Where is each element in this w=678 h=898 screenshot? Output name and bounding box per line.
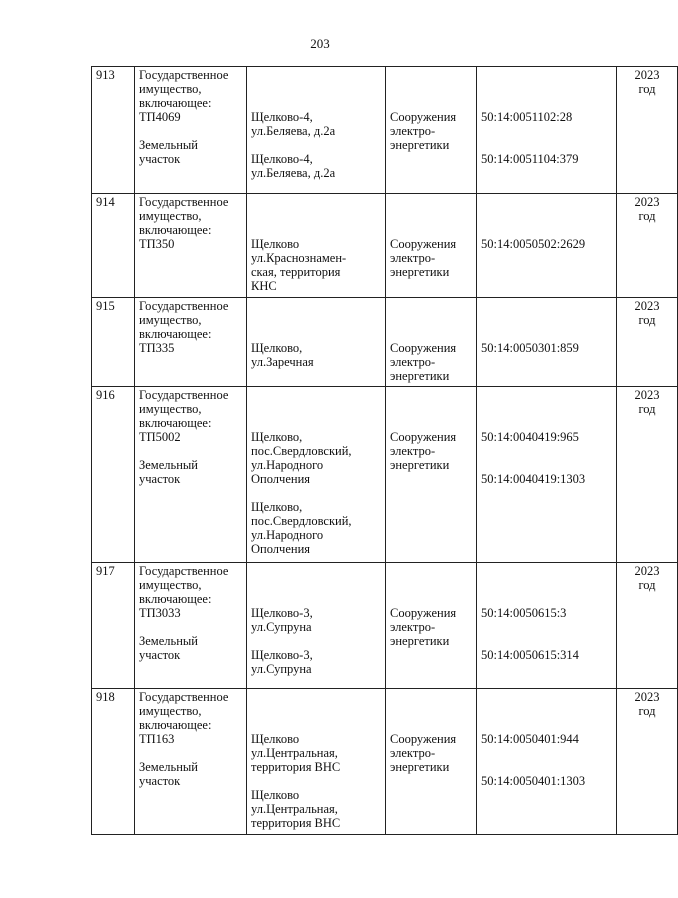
land-plot-label: Земельный участок: [139, 138, 198, 166]
cadastral-cell: [477, 689, 617, 835]
privatization-year: 2023 год: [634, 195, 660, 223]
year-cell: [617, 563, 678, 689]
item-number: 918: [96, 690, 115, 704]
description-cell: [135, 298, 247, 387]
land-plot-label: Земельный участок: [139, 458, 198, 486]
table-row: [92, 387, 678, 563]
object-address: Щелково, пос.Свердловский, ул.Народного Ополчения: [251, 430, 352, 486]
item-number-cell: [92, 298, 135, 387]
land-address: Щелково ул.Центральная, территория ВНС: [251, 788, 341, 830]
description-cell: [135, 194, 247, 298]
year-cell: [617, 689, 678, 835]
description-cell: [135, 67, 247, 194]
address-cell: [247, 298, 386, 387]
land-plot-label: Земельный участок: [139, 634, 198, 662]
address-cell: [247, 689, 386, 835]
table-row: [92, 298, 678, 387]
description-cell: [135, 387, 247, 563]
table-row: [92, 689, 678, 835]
year-cell: [617, 194, 678, 298]
object-address: Щелково-3, ул.Супруна: [251, 606, 313, 634]
cadastral-number: 50:14:0040419:965: [481, 430, 579, 444]
property-heading: Государственное имущество, включающее:: [139, 299, 229, 341]
purpose-cell: [386, 563, 477, 689]
cadastral-number: 50:14:0050301:859: [481, 341, 579, 355]
cadastral-number: 50:14:0050401:944: [481, 732, 579, 746]
table-row: [92, 194, 678, 298]
land-cadastral-number: 50:14:0040419:1303: [481, 472, 586, 486]
object-address: Щелково, ул.Заречная: [251, 341, 314, 369]
object-purpose: Сооружения электро- энергетики: [390, 430, 457, 472]
purpose-cell: [386, 298, 477, 387]
item-number: 914: [96, 195, 115, 209]
object-address: Щелково ул.Центральная, территория ВНС: [251, 732, 341, 774]
object-name: ТП350: [139, 237, 175, 251]
purpose-cell: [386, 67, 477, 194]
privatization-year: 2023 год: [634, 690, 660, 718]
cadastral-cell: [477, 387, 617, 563]
cadastral-cell: [477, 67, 617, 194]
object-address: Щелково-4, ул.Беляева, д.2а: [251, 110, 336, 138]
land-plot-label: Земельный участок: [139, 760, 198, 788]
item-number: 915: [96, 299, 115, 313]
item-number-cell: [92, 689, 135, 835]
object-name: ТП5002: [139, 430, 181, 444]
land-address: Щелково-3, ул.Супруна: [251, 648, 313, 676]
cadastral-number: 50:14:0050615:3: [481, 606, 567, 620]
year-cell: [617, 67, 678, 194]
land-cadastral-number: 50:14:0051104:379: [481, 152, 579, 166]
item-number: 917: [96, 564, 115, 578]
land-cadastral-number: 50:14:0050401:1303: [481, 774, 586, 788]
table-row: [92, 67, 678, 194]
year-cell: [617, 387, 678, 563]
object-purpose: Сооружения электро- энергетики: [390, 732, 457, 774]
item-number-cell: [92, 563, 135, 689]
item-number: 913: [96, 68, 115, 82]
property-heading: Государственное имущество, включающее:: [139, 195, 229, 237]
privatization-year: 2023 год: [634, 388, 660, 416]
object-purpose: Сооружения электро- энергетики: [390, 606, 457, 648]
property-heading: Государственное имущество, включающее:: [139, 68, 229, 110]
table-row: [92, 563, 678, 689]
object-purpose: Сооружения электро- энергетики: [390, 110, 457, 152]
cadastral-cell: [477, 563, 617, 689]
land-address: Щелково, пос.Свердловский, ул.Народного Ополчения: [251, 500, 352, 556]
land-cadastral-number: 50:14:0050615:314: [481, 648, 579, 662]
item-number-cell: [92, 194, 135, 298]
description-cell: [135, 563, 247, 689]
page-number: 203: [310, 36, 330, 51]
cadastral-number: 50:14:0051102:28: [481, 110, 573, 124]
cadastral-cell: [477, 298, 617, 387]
land-address: Щелково-4, ул.Беляева, д.2а: [251, 152, 336, 180]
item-number-cell: [92, 387, 135, 563]
item-number: 916: [96, 388, 115, 402]
purpose-cell: [386, 387, 477, 563]
property-heading: Государственное имущество, включающее:: [139, 388, 229, 430]
item-number-cell: [92, 67, 135, 194]
purpose-cell: [386, 689, 477, 835]
object-name: ТП4069: [139, 110, 181, 124]
privatization-year: 2023 год: [634, 299, 660, 327]
property-heading: Государственное имущество, включающее:: [139, 564, 229, 606]
privatization-year: 2023 год: [634, 68, 660, 96]
object-name: ТП3033: [139, 606, 181, 620]
property-table: [91, 66, 678, 835]
object-address: Щелково ул.Краснознамен- ская, территория КНС: [251, 237, 347, 293]
address-cell: [247, 67, 386, 194]
property-heading: Государственное имущество, включающее:: [139, 690, 229, 732]
object-name: ТП163: [139, 732, 175, 746]
purpose-cell: [386, 194, 477, 298]
object-purpose: Сооружения электро- энергетики: [390, 341, 457, 383]
description-cell: [135, 689, 247, 835]
object-purpose: Сооружения электро- энергетики: [390, 237, 457, 279]
year-cell: [617, 298, 678, 387]
cadastral-number: 50:14:0050502:2629: [481, 237, 586, 251]
address-cell: [247, 563, 386, 689]
address-cell: [247, 194, 386, 298]
object-name: ТП335: [139, 341, 175, 355]
address-cell: [247, 387, 386, 563]
cadastral-cell: [477, 194, 617, 298]
privatization-year: 2023 год: [634, 564, 660, 592]
